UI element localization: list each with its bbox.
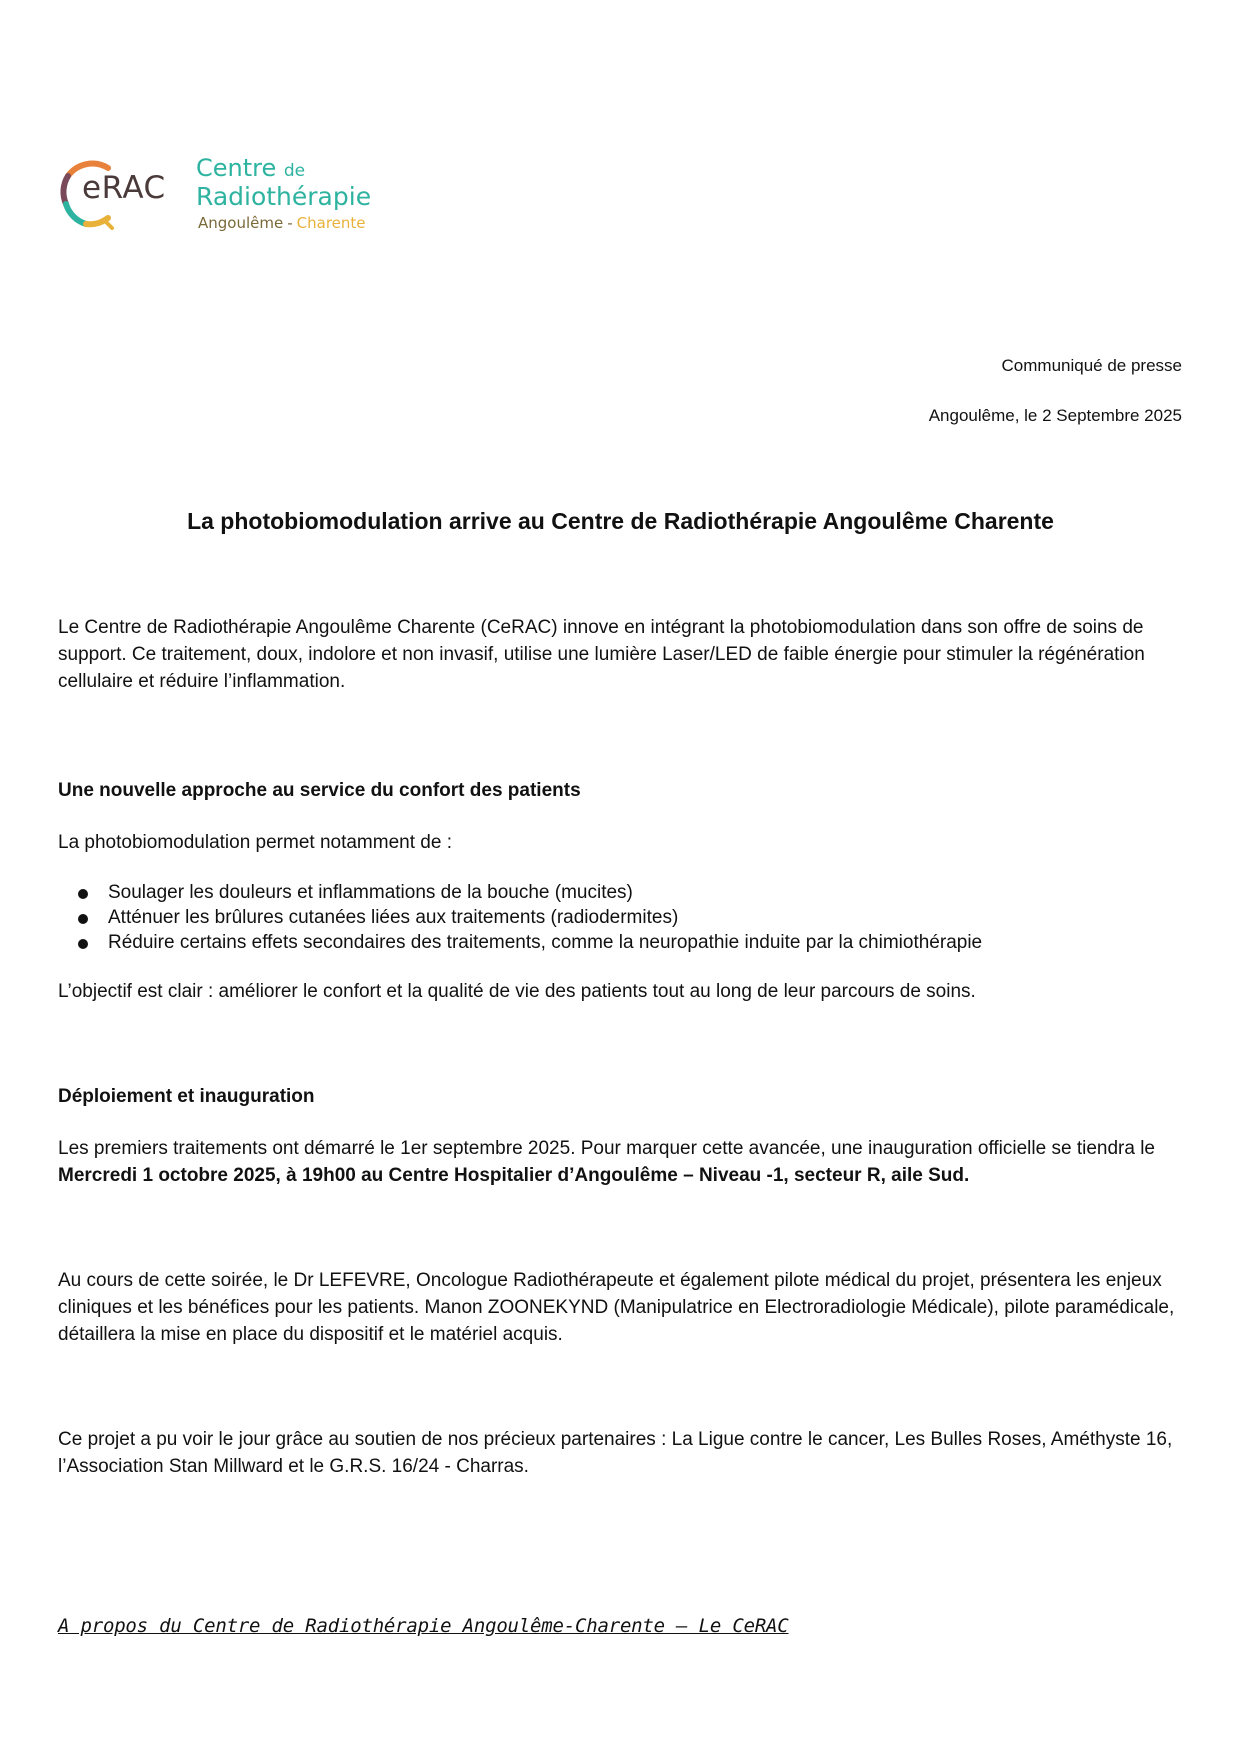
inauguration-details: Mercredi 1 octobre 2025, à 19h00 au Centre Hospitalier d’Angoulême – Niveau -1, secteur R, aile Sud — [58, 1165, 964, 1186]
about-link[interactable]: A propos du Centre de Radiothérapie Angoulême-Charente – Le CeRAC — [58, 1615, 789, 1637]
section-heading-deployment: Déploiement et inauguration — [58, 1086, 315, 1107]
section1-lead: La photobiomodulation permet notamment de : — [58, 832, 452, 853]
page-title: La photobiomodulation arrive au Centre de Radiothérapie Angoulême Charente — [187, 508, 1054, 534]
deployment-paragraph: Les premiers traitements ont démarré le 1er septembre 2025. Pour marquer cette avancée, une inauguration officielle se tiendra le Mercredi 1 octobre 2025, à 19h00 au Centre Hospitalier d’Angoulême – Niveau -1, secteur R, aile Sud. — [58, 1138, 1155, 1186]
benefits-list — [58, 880, 982, 955]
bullet-icon — [78, 914, 88, 924]
section1-conclusion: L’objectif est clair : améliorer le confort et la qualité de vie des patients tout au long de leur parcours de soins. — [58, 981, 976, 1002]
list-item: Réduire certains effets secondaires des traitements, comme la neuropathie induite par la chimiothérapie — [58, 930, 982, 955]
partners-paragraph: Ce projet a pu voir le jour grâce au soutien de nos précieux partenaires : La Ligue contre le cancer, Les Bulles Roses, Améthyste 16, l’Association Stan Millward et le G.R.S. 16/24 - Charras. — [58, 1429, 1173, 1477]
list-item: Soulager les douleurs et inflammations de la bouche (mucites) — [58, 880, 982, 905]
bullet-icon — [78, 889, 88, 899]
logo-location: Angoulême - Charente — [198, 214, 366, 232]
logo-radiotherapie-text: Radiothérapie — [196, 182, 372, 211]
communique-label: Communiqué de presse — [1001, 356, 1182, 375]
bullet-icon — [78, 939, 88, 949]
press-date: Angoulême, le 2 Septembre 2025 — [928, 406, 1182, 425]
list-item: Atténuer les brûlures cutanées liées aux traitements (radiodermites) — [58, 905, 982, 930]
logo-centre-text: Centre de — [196, 154, 306, 182]
intro-paragraph: Le Centre de Radiothérapie Angoulême Charente (CeRAC) innove en intégrant la photobiomodulation dans son offre de soins de support. Ce traitement, doux, indolore et non invasif, utilise une lumière Laser/LED de faible énergie pour stimuler la régénération cellulaire et réduire l’inflammation. — [58, 617, 1145, 692]
logo-acronym: eRAC — [82, 170, 166, 206]
evening-paragraph: Au cours de cette soirée, le Dr LEFEVRE, Oncologue Radiothérapeute et également pilote médical du projet, présentera les enjeux cliniques et les bénéfices pour les patients. Manon ZOONEKYND (Manipulatrice en Electroradiologie Médicale), pilote paramédicale, détaillera la mise en place du dispositif et le matériel acquis. — [58, 1270, 1175, 1345]
cerac-logo — [56, 150, 396, 236]
section-heading-approach: Une nouvelle approche au service du confort des patients — [58, 780, 581, 801]
